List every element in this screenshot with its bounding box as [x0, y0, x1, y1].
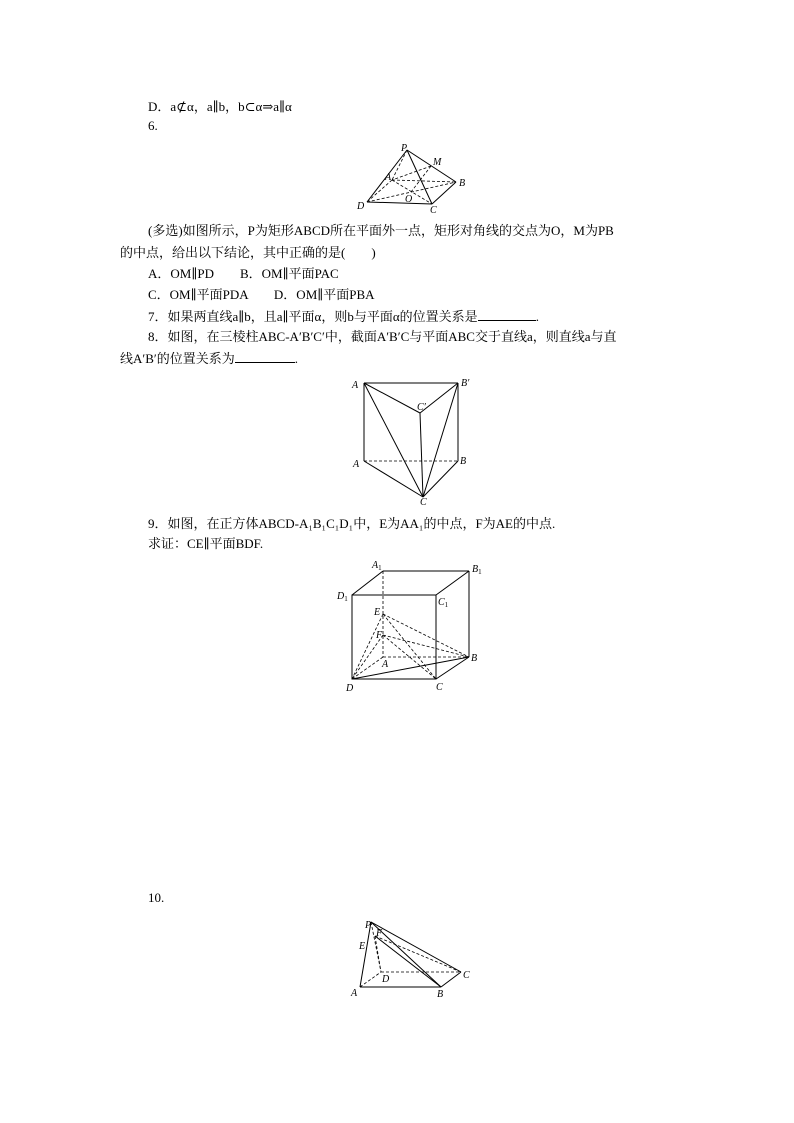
q10-label-f: F: [376, 928, 383, 939]
q10-label-c: C: [463, 970, 470, 981]
q8-label-b-bottom: B: [460, 456, 467, 467]
q8-label-a-bottom: A: [353, 459, 360, 470]
q6-label-d: D: [357, 201, 365, 212]
q6-stem-line1: (多选)如图所示，P为矩形ABCD所在平面外一点，矩形对角线的交点为O，M为PB: [148, 223, 614, 238]
q9-label-f: F: [376, 630, 383, 641]
q9-line2: 求证：CE∥平面BDF.: [148, 536, 264, 551]
q9-label-a: A: [382, 659, 389, 670]
q7-question: [148, 308, 539, 325]
q9-label-c: C: [436, 682, 443, 693]
q8-prism-figure: [344, 372, 484, 510]
q9-label-d: D: [346, 683, 354, 694]
q7-text-end: .: [535, 309, 539, 324]
q9-cube-figure: [332, 557, 492, 697]
q9-label-b1: $B_1$: [472, 564, 482, 576]
q10-number: 10.: [148, 890, 165, 905]
q9-label-d1: $D_1$: [337, 591, 348, 603]
q6-label-m: M: [433, 157, 442, 168]
q10-label-a: A: [351, 988, 358, 999]
q6-label-a: A: [385, 172, 392, 183]
q7-answer-blank[interactable]: [478, 308, 536, 321]
q8-answer-blank[interactable]: [235, 350, 295, 363]
q8-line2-text: 线A′B′的位置关系为: [120, 351, 235, 366]
q6-label-b: B: [459, 178, 466, 189]
q8-line2-end: .: [294, 351, 298, 366]
q8-label-c-top: C′: [417, 402, 426, 413]
q8-label-c-bottom: C: [420, 497, 427, 508]
q9-line1: 9．如图，在正方体ABCD-A₁B₁C₁D₁中，E为AA₁的中点，F为AE的中点.: [148, 516, 556, 531]
q6-number: 6.: [148, 118, 158, 133]
q6-label-o: O: [405, 194, 413, 205]
q10-label-d: D: [382, 974, 390, 985]
q9-label-c1: $C_1$: [438, 597, 449, 609]
q8-label-a-top: A: [352, 380, 359, 391]
q8-line1: 8．如图，在三棱柱ABC-A′B′C′中，截面A′B′C与平面ABC交于直线a，则直线a与直: [148, 329, 617, 344]
q9-label-b: B: [471, 653, 478, 664]
q8-label-b-top: B′: [461, 378, 470, 389]
q6-options-line1: A．OM∥PD B．OM∥平面PAC: [148, 266, 339, 281]
q6-pyramid-figure: [352, 142, 472, 216]
q10-label-b: B: [437, 989, 444, 1000]
q10-label-e: E: [359, 941, 366, 952]
q9-label-e: E: [374, 607, 381, 618]
q6-stem-line2: 的中点，给出以下结论，其中正确的是( ): [120, 245, 376, 260]
q8-line2: [120, 350, 298, 367]
q7-text: 7．如果两直线a∥b，且a∥平面α，则b与平面α的位置关系是: [148, 309, 478, 324]
q5-option-d: D．a⊄α，a∥b，b⊂α⇒a∥α: [148, 99, 292, 114]
q6-options-line2: C．OM∥平面PDA D．OM∥平面PBA: [148, 287, 375, 302]
q10-pyramid-figure: [346, 914, 476, 1004]
q6-label-p: P: [401, 143, 408, 154]
q6-label-c: C: [430, 205, 437, 216]
q10-label-p: P: [365, 920, 372, 931]
q9-label-a1: $A_1$: [372, 560, 382, 572]
